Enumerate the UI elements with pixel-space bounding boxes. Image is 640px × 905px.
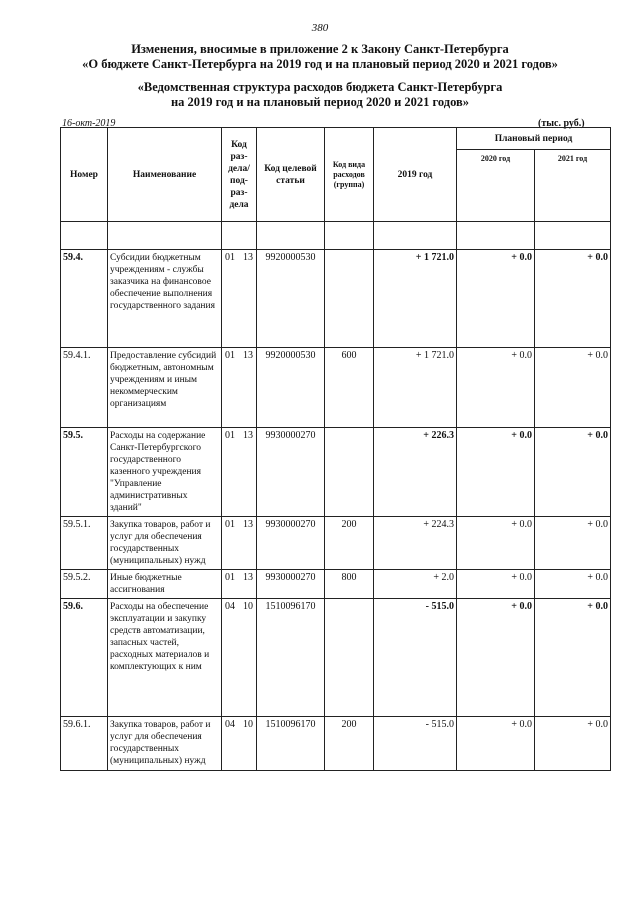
row-2019: + 2.0 — [374, 570, 457, 599]
row-2021: + 0.0 — [535, 250, 611, 348]
row-type: 200 — [325, 717, 374, 771]
row-section — [222, 348, 257, 428]
row-target: 9920000530 — [257, 348, 325, 428]
row-name: Предоставление субсидий бюджетным, автономным учреждениям и иным некоммерческим организациям — [108, 348, 222, 428]
document-date: 16-окт-2019 — [62, 118, 116, 129]
row-sec: 01 — [225, 350, 235, 361]
row-2020: + 0.0 — [457, 348, 535, 428]
row-sub: 10 — [243, 719, 253, 730]
row-sec: 04 — [225, 719, 235, 730]
row-number: 59.4.1. — [61, 348, 108, 428]
table-body — [61, 250, 611, 771]
row-2019: - 515.0 — [374, 599, 457, 717]
title-line-1: Изменения, вносимые в приложение 2 к Закону Санкт-Петербурга — [131, 42, 509, 56]
row-2020: + 0.0 — [457, 428, 535, 517]
row-sec: 01 — [225, 519, 235, 530]
page-number: 380 — [311, 22, 329, 34]
row-2019: - 515.0 — [374, 717, 457, 771]
row-name: Расходы на содержание Санкт-Петербургского государственного казенного учреждения "Управление административных зданий" — [108, 428, 222, 517]
row-2020: + 0.0 — [457, 250, 535, 348]
row-name: Иные бюджетные ассигнования — [108, 570, 222, 599]
header-section: Код раз-дела/под-раз-дела — [222, 128, 257, 222]
row-number: 59.4. — [61, 250, 108, 348]
row-section — [222, 517, 257, 570]
header-target: Код целевой статьи — [257, 128, 325, 222]
row-sub: 13 — [243, 519, 253, 530]
budget-table — [60, 127, 611, 771]
row-name: Закупка товаров, работ и услуг для обеспечения государственных (муниципальных) нужд — [108, 517, 222, 570]
header-type: Код вида расходов (группа) — [325, 128, 374, 222]
row-2021: + 0.0 — [535, 517, 611, 570]
document-title — [0, 42, 640, 72]
row-section — [222, 250, 257, 348]
row-number: 59.6.1. — [61, 717, 108, 771]
row-sec: 01 — [225, 430, 235, 441]
table-row — [61, 599, 611, 717]
header-2020: 2020 год — [457, 150, 535, 222]
subtitle-line-1: «Ведомственная структура расходов бюджета Санкт-Петербурга — [137, 80, 503, 94]
row-target: 1510096170 — [257, 717, 325, 771]
header-name: Наименование — [108, 128, 222, 222]
row-section — [222, 570, 257, 599]
row-section — [222, 717, 257, 771]
row-section — [222, 599, 257, 717]
table-row — [61, 250, 611, 348]
row-type — [325, 428, 374, 517]
row-sub: 13 — [243, 572, 253, 583]
units-label: (тыс. руб.) — [538, 118, 585, 129]
row-target: 9930000270 — [257, 570, 325, 599]
table-header — [61, 128, 611, 250]
title-line-2: «О бюджете Санкт-Петербурга на 2019 год и на плановый период 2020 и 2021 годов» — [82, 57, 558, 71]
row-2021: + 0.0 — [535, 348, 611, 428]
row-type: 800 — [325, 570, 374, 599]
row-type: 600 — [325, 348, 374, 428]
row-2021: + 0.0 — [535, 717, 611, 771]
table-row — [61, 570, 611, 599]
row-2020: + 0.0 — [457, 599, 535, 717]
row-sub: 13 — [243, 350, 253, 361]
table-row — [61, 517, 611, 570]
row-2021: + 0.0 — [535, 570, 611, 599]
header-planned: Плановый период — [457, 128, 611, 150]
document-subtitle — [0, 80, 640, 110]
row-name: Закупка товаров, работ и услуг для обеспечения государственных (муниципальных) нужд — [108, 717, 222, 771]
table-row — [61, 428, 611, 517]
row-2021: + 0.0 — [535, 599, 611, 717]
header-number: Номер — [61, 128, 108, 222]
row-2019: + 224.3 — [374, 517, 457, 570]
row-2020: + 0.0 — [457, 517, 535, 570]
header-2019: 2019 год — [374, 128, 457, 222]
row-name: Субсидии бюджетным учреждениям - службы заказчика на финансовое обеспечение выполнения государственного задания — [108, 250, 222, 348]
row-name: Расходы на обеспечение эксплуатации и закупку средств автоматизации, запасных частей, расходных материалов и комплектующих к ним — [108, 599, 222, 717]
row-sec: 01 — [225, 252, 235, 263]
row-type: 200 — [325, 517, 374, 570]
row-sub: 10 — [243, 601, 253, 612]
table-row — [61, 717, 611, 771]
row-2021: + 0.0 — [535, 428, 611, 517]
row-type — [325, 250, 374, 348]
row-number: 59.5.2. — [61, 570, 108, 599]
header-spacer — [61, 222, 611, 250]
row-number: 59.6. — [61, 599, 108, 717]
row-section — [222, 428, 257, 517]
subtitle-line-2: на 2019 год и на плановый период 2020 и 2021 годов» — [170, 95, 470, 109]
row-2019: + 1 721.0 — [374, 348, 457, 428]
row-sec: 04 — [225, 601, 235, 612]
row-number: 59.5. — [61, 428, 108, 517]
row-2019: + 226.3 — [374, 428, 457, 517]
row-target: 1510096170 — [257, 599, 325, 717]
row-target: 9920000530 — [257, 250, 325, 348]
row-sub: 13 — [243, 430, 253, 441]
row-2020: + 0.0 — [457, 717, 535, 771]
row-2020: + 0.0 — [457, 570, 535, 599]
row-number: 59.5.1. — [61, 517, 108, 570]
header-2021: 2021 год — [535, 150, 611, 222]
row-2019: + 1 721.0 — [374, 250, 457, 348]
row-type — [325, 599, 374, 717]
table-row — [61, 348, 611, 428]
row-target: 9930000270 — [257, 428, 325, 517]
row-sec: 01 — [225, 572, 235, 583]
row-sub: 13 — [243, 252, 253, 263]
row-target: 9930000270 — [257, 517, 325, 570]
